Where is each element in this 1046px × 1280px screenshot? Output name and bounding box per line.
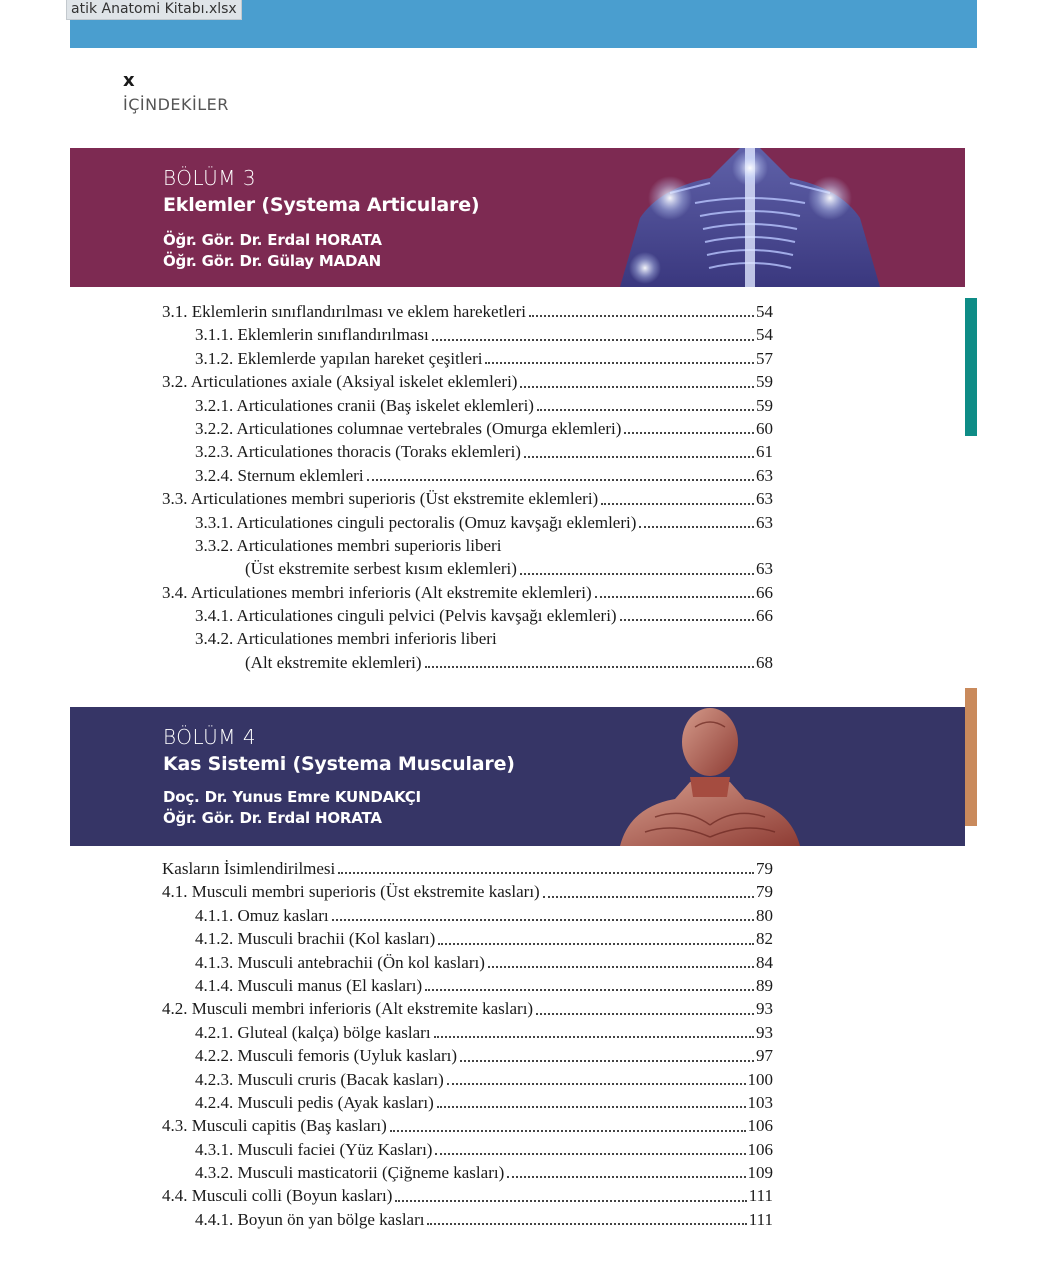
toc-dot-leader (520, 573, 754, 575)
toc-page-number: 63 (756, 465, 773, 485)
toc-page-number: 54 (756, 301, 773, 321)
toc-page-number: 109 (747, 1163, 773, 1183)
toc-dot-leader (438, 943, 754, 945)
toc-entry-title: 4.1.3. Musculi antebrachii (Ön kol kasları) (195, 952, 485, 972)
toc-dot-leader (488, 966, 754, 968)
toc-entry-title: 3.3.1. Articulationes cinguli pectoralis (Omuz kavşağı eklemleri) (195, 512, 637, 532)
toc-dot-leader (425, 666, 754, 668)
toc-dot-leader (639, 526, 754, 528)
chapter-3-toc (162, 300, 773, 674)
toc-entry-title: 3.2.4. Sternum eklemleri (195, 465, 364, 485)
toc-page-number: 93 (756, 1022, 773, 1042)
toc-entry-title: 4.1. Musculi membri superioris (Üst ekstremite kasları) (162, 882, 540, 902)
chapter-title: Kas Sistemi (Systema Musculare) (163, 753, 515, 775)
toc-entry-title: 3.4.2. Articulationes membri inferioris liberi (195, 629, 497, 649)
toc-entry[interactable] (162, 1184, 773, 1207)
chapter-label: BÖLÜM 4 (163, 725, 257, 749)
toc-dot-leader (537, 409, 754, 411)
toc-page-number: 63 (756, 559, 773, 579)
toc-entry-title: 4.1.4. Musculi manus (El kasları) (195, 975, 423, 995)
chapter-title: Eklemler (Systema Articulare) (163, 194, 480, 216)
toc-entry[interactable] (162, 511, 773, 534)
toc-dot-leader (425, 989, 754, 991)
chapter-author: Doç. Dr. Yunus Emre KUNDAKÇI (163, 788, 421, 806)
chapter-label: BÖLÜM 3 (163, 166, 257, 190)
toc-entry[interactable] (162, 880, 773, 903)
toc-page-number: 106 (747, 1116, 773, 1136)
toc-entry[interactable] (162, 927, 773, 950)
toc-entry-title: 4.2.4. Musculi pedis (Ayak kasları) (195, 1092, 434, 1112)
toc-entry-title: 3.3.2. Articulationes membri superioris liberi (195, 535, 502, 555)
toc-entry[interactable] (162, 370, 773, 393)
toc-page-number: 93 (756, 999, 773, 1019)
chapter-4-banner (70, 707, 965, 846)
chapter-author: Öğr. Gör. Dr. Erdal HORATA (163, 231, 382, 249)
toc-dot-leader (332, 919, 754, 921)
toc-page-number: 111 (748, 1209, 773, 1229)
toc-dot-leader (507, 1176, 745, 1178)
toc-dot-leader (595, 596, 754, 598)
toc-page-number: 61 (756, 442, 773, 462)
file-name-label[interactable]: atik Anatomi Kitabı.xlsx (66, 0, 242, 20)
toc-entry-title: 3.2.3. Articulationes thoracis (Toraks eklemleri) (195, 442, 521, 462)
toc-entry-title: 4.4.1. Boyun ön yan bölge kasları (195, 1209, 425, 1229)
toc-entry[interactable] (162, 1138, 773, 1161)
toc-dot-leader (536, 1013, 754, 1015)
toc-page-number: 82 (756, 929, 773, 949)
toc-dot-leader (529, 315, 754, 317)
chapter-author: Öğr. Gör. Dr. Erdal HORATA (163, 809, 382, 827)
toc-entry[interactable] (162, 974, 773, 997)
toc-entry-title: 3.4.1. Articulationes cinguli pelvici (Pelvis kavşağı eklemleri) (195, 606, 617, 626)
toc-entry-title: 3.4. Articulationes membri inferioris (Alt ekstremite eklemleri) (162, 582, 592, 602)
toc-page-number: 100 (747, 1069, 773, 1089)
toc-entry[interactable] (162, 651, 773, 674)
toc-entry[interactable] (162, 1161, 773, 1184)
toc-entry-title: 4.2. Musculi membri inferioris (Alt ekstremite kasları) (162, 999, 534, 1019)
toc-entry-title: Kasların İsimlendirilmesi (162, 858, 336, 878)
toc-dot-leader (367, 479, 754, 481)
toc-entry[interactable] (162, 323, 773, 346)
page-number: x (123, 70, 135, 91)
toc-page-number: 57 (756, 348, 773, 368)
toc-entry[interactable] (162, 604, 773, 627)
toc-entry[interactable] (162, 857, 773, 880)
toc-dot-leader (620, 619, 754, 621)
toc-page-number: 54 (756, 325, 773, 345)
toc-entry-title: 4.2.2. Musculi femoris (Uyluk kasları) (195, 1046, 458, 1066)
toc-dot-leader (601, 503, 754, 505)
toc-page-number: 79 (756, 882, 773, 902)
toc-page-number: 59 (756, 395, 773, 415)
toc-entry[interactable] (162, 534, 773, 557)
toc-entry[interactable] (162, 1068, 773, 1091)
skeleton-illustration (600, 148, 900, 287)
toc-entry-title: 4.4. Musculi colli (Boyun kasları) (162, 1186, 393, 1206)
toc-entry-title: 3.2. Articulationes axiale (Aksiyal iskelet eklemleri) (162, 372, 518, 392)
toc-dot-leader (395, 1200, 746, 1202)
toc-dot-leader (460, 1060, 754, 1062)
section-color-tab (965, 688, 977, 826)
toc-entry[interactable] (162, 904, 773, 927)
toc-entry[interactable] (162, 951, 773, 974)
toc-dot-leader (485, 362, 754, 364)
toc-entry[interactable] (162, 347, 773, 370)
toc-entry-title: 4.1.1. Omuz kasları (195, 905, 329, 925)
muscle-anatomy-illustration (615, 707, 805, 846)
toc-entry-title: 4.3.2. Musculi masticatorii (Çiğneme kasları) (195, 1163, 505, 1183)
toc-entry-title: 3.1.2. Eklemlerde yapılan hareket çeşitleri (195, 348, 483, 368)
toc-page-number: 89 (756, 975, 773, 995)
toc-entry[interactable] (162, 1114, 773, 1137)
toc-entry-title: 4.2.3. Musculi cruris (Bacak kasları) (195, 1069, 444, 1089)
toc-entry[interactable] (162, 1044, 773, 1067)
toc-dot-leader (427, 1223, 746, 1225)
toc-page-number: 68 (756, 652, 773, 672)
toc-page-number: 97 (756, 1046, 773, 1066)
toc-page-number: 84 (756, 952, 773, 972)
toc-entry-title: 4.3.1. Musculi faciei (Yüz Kasları) (195, 1139, 433, 1159)
toc-dot-leader (520, 386, 754, 388)
toc-dot-leader (434, 1036, 754, 1038)
toc-dot-leader (624, 432, 754, 434)
toc-entry-title: 4.2.1. Gluteal (kalça) bölge kasları (195, 1022, 431, 1042)
toc-entry[interactable] (162, 487, 773, 510)
toc-entry-title: 4.1.2. Musculi brachii (Kol kasları) (195, 929, 436, 949)
toc-page-number: 60 (756, 418, 773, 438)
toc-entry[interactable] (162, 627, 773, 650)
toc-page-number: 63 (756, 489, 773, 509)
toc-entry[interactable] (162, 581, 773, 604)
toc-entry-title: 3.1.1. Eklemlerin sınıflandırılması (195, 325, 429, 345)
toc-page-number: 106 (747, 1139, 773, 1159)
toc-dot-leader (432, 339, 754, 341)
toc-page-number: 59 (756, 372, 773, 392)
toc-dot-leader (543, 896, 754, 898)
toc-entry[interactable] (162, 417, 773, 440)
toc-entry[interactable] (162, 300, 773, 323)
toc-page-number: 79 (756, 858, 773, 878)
toc-dot-leader (338, 872, 754, 874)
toc-page-number: 80 (756, 905, 773, 925)
toc-entry-title: 3.3. Articulationes membri superioris (Üst ekstremite eklemleri) (162, 489, 599, 509)
toc-entry-title: 3.1. Eklemlerin sınıflandırılması ve eklem hareketleri (162, 301, 526, 321)
chapter-3-banner (70, 148, 965, 287)
toc-entry[interactable] (162, 557, 773, 580)
toc-entry-title: 4.3. Musculi capitis (Baş kasları) (162, 1116, 387, 1136)
toc-page-number: 111 (748, 1186, 773, 1206)
toc-entry[interactable] (162, 997, 773, 1020)
toc-dot-leader (437, 1106, 746, 1108)
toc-page-number: 66 (756, 606, 773, 626)
toc-entry-title: (Üst ekstremite serbest kısım eklemleri) (245, 559, 517, 579)
toc-dot-leader (390, 1130, 746, 1132)
toc-page-number: 63 (756, 512, 773, 532)
section-color-tab (965, 298, 977, 436)
toc-entry[interactable] (162, 1021, 773, 1044)
toc-dot-leader (447, 1083, 746, 1085)
toc-entry[interactable] (162, 464, 773, 487)
chapter-author: Öğr. Gör. Dr. Gülay MADAN (163, 252, 382, 270)
toc-entry[interactable] (162, 440, 773, 463)
toc-entry[interactable] (162, 1208, 773, 1231)
toc-dot-leader (524, 456, 754, 458)
chapter-4-toc (162, 857, 773, 1231)
page-heading: İÇİNDEKİLER (123, 95, 229, 114)
toc-dot-leader (435, 1153, 745, 1155)
toc-entry-title: 3.2.2. Articulationes columnae vertebrales (Omurga eklemleri) (195, 418, 622, 438)
toc-entry[interactable] (162, 1091, 773, 1114)
toc-entry[interactable] (162, 394, 773, 417)
toc-entry-title: 3.2.1. Articulationes cranii (Baş iskelet eklemleri) (195, 395, 534, 415)
toc-page-number: 103 (747, 1092, 773, 1112)
toc-page-number: 66 (756, 582, 773, 602)
toc-entry-title: (Alt ekstremite eklemleri) (245, 652, 422, 672)
